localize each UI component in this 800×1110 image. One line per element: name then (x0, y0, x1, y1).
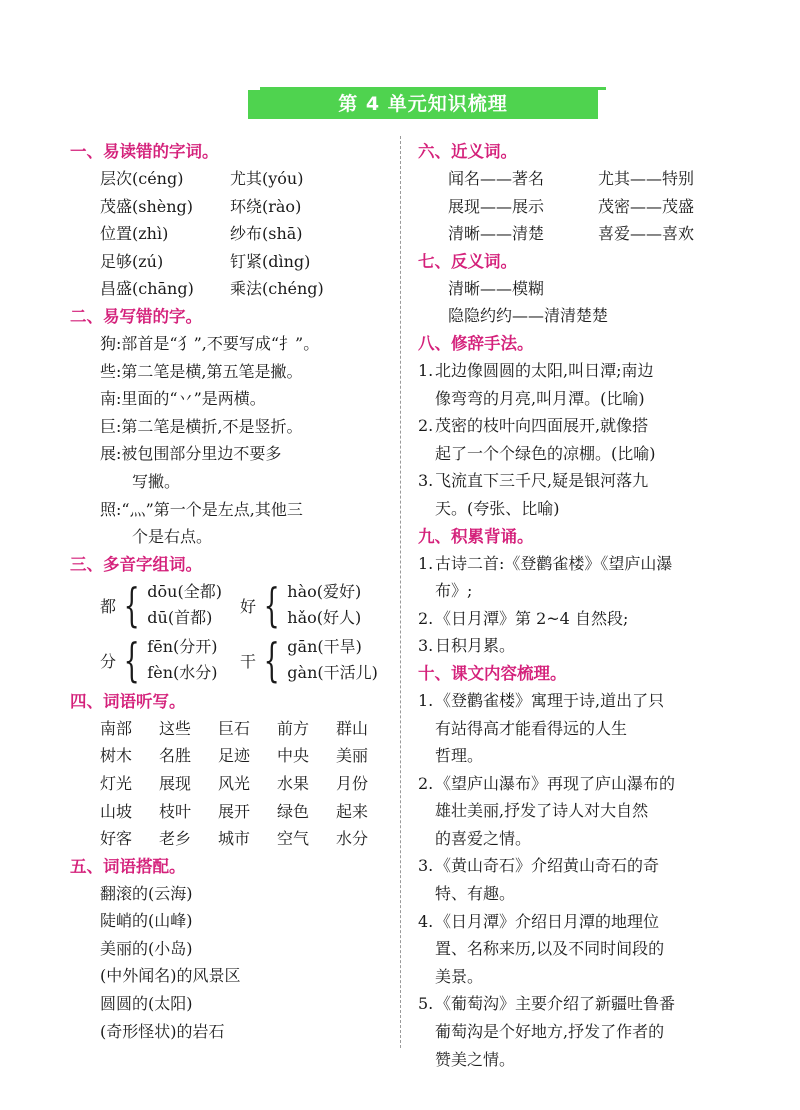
item-number: 4. (418, 911, 434, 931)
item-text: 《葡萄沟》主要介绍了新疆吐鲁番 (435, 994, 676, 1014)
column-divider (400, 136, 401, 1048)
item-text: 布》; (435, 581, 473, 601)
rule-line: 照:“灬”第一个是左点,其他三 (100, 499, 303, 519)
word-item: 位置(zhì) (100, 224, 169, 244)
dictation-word: 中央 (277, 746, 310, 766)
polyphone-group: 好 { hào(爱好) hǎo(好人) (240, 578, 362, 633)
word-item: 纱布(shā) (230, 224, 303, 244)
item-text: 北边像圆圆的太阳,叫日潭;南边 (435, 360, 654, 380)
collocation-line: 美丽的(小岛) (100, 938, 193, 958)
section-heading: 一、易读错的字词。 (70, 142, 219, 161)
dictation-word: 月份 (336, 773, 369, 793)
dictation-word: 水分 (336, 829, 369, 849)
polyphone-group: 都 { dōu(全都) dū(首都) (100, 578, 222, 633)
dictation-word: 足迹 (218, 746, 251, 766)
item-number: 3. (418, 636, 434, 656)
list-item (418, 852, 748, 907)
item-number: 2. (418, 773, 434, 793)
dictation-word: 山坡 (100, 801, 133, 821)
synonym-row (418, 193, 748, 221)
antonym-pair: 隐隐约约——清清楚楚 (448, 306, 609, 326)
list-item (418, 605, 748, 633)
section-miswritten-chars (70, 330, 388, 551)
word-item: 钉紧(dìng) (230, 251, 311, 271)
word-row (70, 193, 388, 221)
rule-line: 狗:部首是“犭”,不要写成“扌”。 (100, 333, 320, 353)
section-heading: 六、近义词。 (418, 142, 517, 161)
dictation-word: 枝叶 (159, 801, 192, 821)
page-title: 第 4 单元知识梳理 (338, 93, 508, 115)
item-text: 置、名称来历,以及不同时间段的 (435, 939, 665, 959)
word-item: 层次(céng) (100, 169, 184, 188)
dictation-word: 展现 (159, 773, 192, 793)
dictation-word: 树木 (100, 746, 133, 766)
item-text: 的喜爱之情。 (435, 828, 532, 848)
item-text: 美景。 (435, 966, 484, 986)
item-text: 古诗二首:《登鹳雀楼》《望庐山瀑 (435, 553, 673, 573)
polyphone-group: 分 { fēn(分开) fèn(水分) (100, 633, 218, 688)
section-heading: 四、词语听写。 (70, 691, 186, 711)
synonym-pair: 闻名——著名 (448, 169, 545, 188)
dictation-word: 老乡 (159, 829, 192, 849)
dictation-word: 展开 (218, 801, 251, 821)
item-number: 3. (418, 471, 434, 491)
polyphone-reading: hǎo(好人) (287, 608, 362, 628)
section-dictation (70, 715, 388, 853)
section-heading: 五、词语搭配。 (70, 856, 186, 876)
rule-line: 个是右点。 (132, 527, 213, 547)
polyphone-reading: gān(干旱) (287, 637, 362, 657)
section-heading: 八、修辞手法。 (418, 333, 534, 353)
section-heading: 九、积累背诵。 (418, 526, 534, 546)
list-item (418, 990, 748, 1073)
polyphone-reading: dū(首都) (147, 608, 213, 628)
item-text: 葡萄沟是个好地方,抒发了作者的 (435, 1022, 665, 1042)
polyphone-reading: hào(爱好) (287, 582, 362, 602)
item-number: 5. (418, 994, 434, 1014)
rule-line: 些:第二笔是横,第五笔是撇。 (100, 361, 303, 381)
word-item: 尤其(yóu) (230, 169, 304, 188)
item-text: 像弯弯的月亮,叫月潭。(比喻) (435, 388, 645, 408)
polyphone-reading: fēn(分开) (147, 637, 218, 657)
dictation-word: 好客 (100, 829, 133, 849)
section-polyphones (70, 578, 388, 688)
dictation-word: 南部 (100, 718, 133, 738)
dictation-row (70, 798, 388, 826)
polyphone-char: 分 (100, 651, 117, 671)
list-item (418, 357, 748, 412)
dictation-word: 绿色 (277, 801, 310, 821)
section-rhetoric (418, 357, 748, 523)
polyphone-char: 干 (240, 651, 257, 671)
collocation-line: (中外闻名)的风景区 (100, 966, 241, 986)
list-item (418, 467, 748, 522)
antonym-pair: 清晰——模糊 (448, 278, 545, 298)
item-text: 《登鹳雀楼》寓理于诗,道出了只 (435, 690, 665, 710)
item-text: 《黄山奇石》介绍黄山奇石的奇 (435, 856, 660, 876)
polyphone-char: 好 (240, 596, 257, 616)
dictation-row (70, 715, 388, 743)
item-number: 2. (418, 608, 434, 628)
word-item: 乘法(chéng) (230, 279, 324, 299)
right-column (418, 138, 748, 1073)
synonym-pair: 喜爱——喜欢 (598, 224, 695, 244)
dictation-word: 巨石 (218, 718, 251, 738)
section-collocations (70, 880, 388, 1046)
section-heading: 十、课文内容梳理。 (418, 663, 567, 683)
dictation-word: 灯光 (100, 773, 133, 793)
synonym-pair: 茂密——茂盛 (598, 196, 695, 216)
item-number: 3. (418, 856, 434, 876)
word-row (70, 165, 388, 193)
word-item: 环绕(rào) (230, 196, 302, 216)
synonym-row (418, 165, 748, 193)
dictation-row (70, 825, 388, 853)
word-row (70, 248, 388, 276)
dictation-row (70, 770, 388, 798)
word-item: 茂盛(shèng) (100, 196, 194, 216)
collocation-line: 翻滚的(云海) (100, 883, 193, 903)
polyphone-row (70, 578, 388, 633)
word-row (70, 275, 388, 303)
dictation-word: 名胜 (159, 746, 192, 766)
item-text: 天。(夸张、比喻) (435, 498, 560, 518)
list-item (418, 908, 748, 991)
synonym-pair: 尤其——特别 (598, 169, 695, 188)
item-text: 特、有趣。 (435, 884, 516, 904)
polyphone-group: 干 { gān(干旱) gàn(干活儿) (240, 633, 378, 688)
item-text: 飞流直下三千尺,疑是银河落九 (435, 471, 649, 491)
dictation-word: 空气 (277, 829, 310, 849)
section-misread-words (70, 165, 388, 303)
collocation-line: (奇形怪状)的岩石 (100, 1021, 225, 1041)
item-text: 哲理。 (435, 746, 484, 766)
dictation-word: 群山 (336, 718, 369, 738)
dictation-word: 起来 (336, 801, 369, 821)
dictation-row (70, 742, 388, 770)
rule-line: 写撇。 (132, 471, 181, 491)
rule-line: 展:被包围部分里边不要多 (100, 444, 282, 464)
item-number: 1. (418, 690, 434, 710)
polyphone-reading: dōu(全都) (147, 582, 222, 602)
collocation-line: 圆圆的(太阳) (100, 994, 193, 1014)
synonym-pair: 清晰——清楚 (448, 224, 545, 244)
dictation-word: 前方 (277, 718, 310, 738)
collocation-line: 陡峭的(山峰) (100, 911, 193, 931)
item-text: 《望庐山瀑布》再现了庐山瀑布的 (435, 773, 676, 793)
polyphone-row (70, 633, 388, 688)
section-text-summary (418, 687, 748, 1073)
section-heading: 七、反义词。 (418, 251, 517, 271)
word-item: 昌盛(chāng) (100, 279, 194, 299)
item-text: 有站得高才能看得远的人生 (435, 718, 628, 738)
section-heading: 三、多音字组词。 (70, 554, 202, 574)
word-item: 足够(zú) (100, 251, 164, 271)
dictation-word: 水果 (277, 773, 310, 793)
item-text: 《日月潭》介绍日月潭的地理位 (435, 911, 660, 931)
list-item (418, 687, 748, 770)
rule-line: 南:里面的“丷”是两横。 (100, 389, 266, 409)
section-heading: 二、易写错的字。 (70, 306, 202, 326)
polyphone-char: 都 (100, 596, 117, 616)
polyphone-reading: fèn(水分) (147, 663, 218, 683)
dictation-word: 城市 (218, 829, 251, 849)
item-text: 起了一个个绿色的凉棚。(比喻) (435, 443, 656, 463)
item-text: 赞美之情。 (435, 1049, 516, 1069)
word-row (70, 220, 388, 248)
item-number: 1. (418, 553, 434, 573)
section-recitation (418, 550, 748, 660)
item-text: 《日月潭》第 2~4 自然段; (435, 608, 629, 628)
dictation-word: 美丽 (336, 746, 369, 766)
item-text: 日积月累。 (435, 636, 516, 656)
left-column (70, 138, 388, 1045)
synonym-row (418, 220, 748, 248)
item-number: 2. (418, 416, 434, 436)
item-text: 雄壮美丽,抒发了诗人对大自然 (435, 801, 649, 821)
page-title-banner (248, 87, 606, 119)
polyphone-reading: gàn(干活儿) (287, 663, 378, 683)
list-item (418, 412, 748, 467)
list-item (418, 632, 748, 660)
dictation-word: 这些 (159, 718, 192, 738)
list-item (418, 550, 748, 605)
section-synonyms (418, 165, 748, 248)
rule-line: 巨:第二笔是横折,不是竖折。 (100, 416, 303, 436)
list-item (418, 770, 748, 853)
item-number: 1. (418, 360, 434, 380)
section-antonyms (418, 275, 748, 330)
synonym-pair: 展现——展示 (448, 196, 545, 216)
dictation-word: 风光 (218, 773, 251, 793)
item-text: 茂密的枝叶向四面展开,就像搭 (435, 416, 649, 436)
